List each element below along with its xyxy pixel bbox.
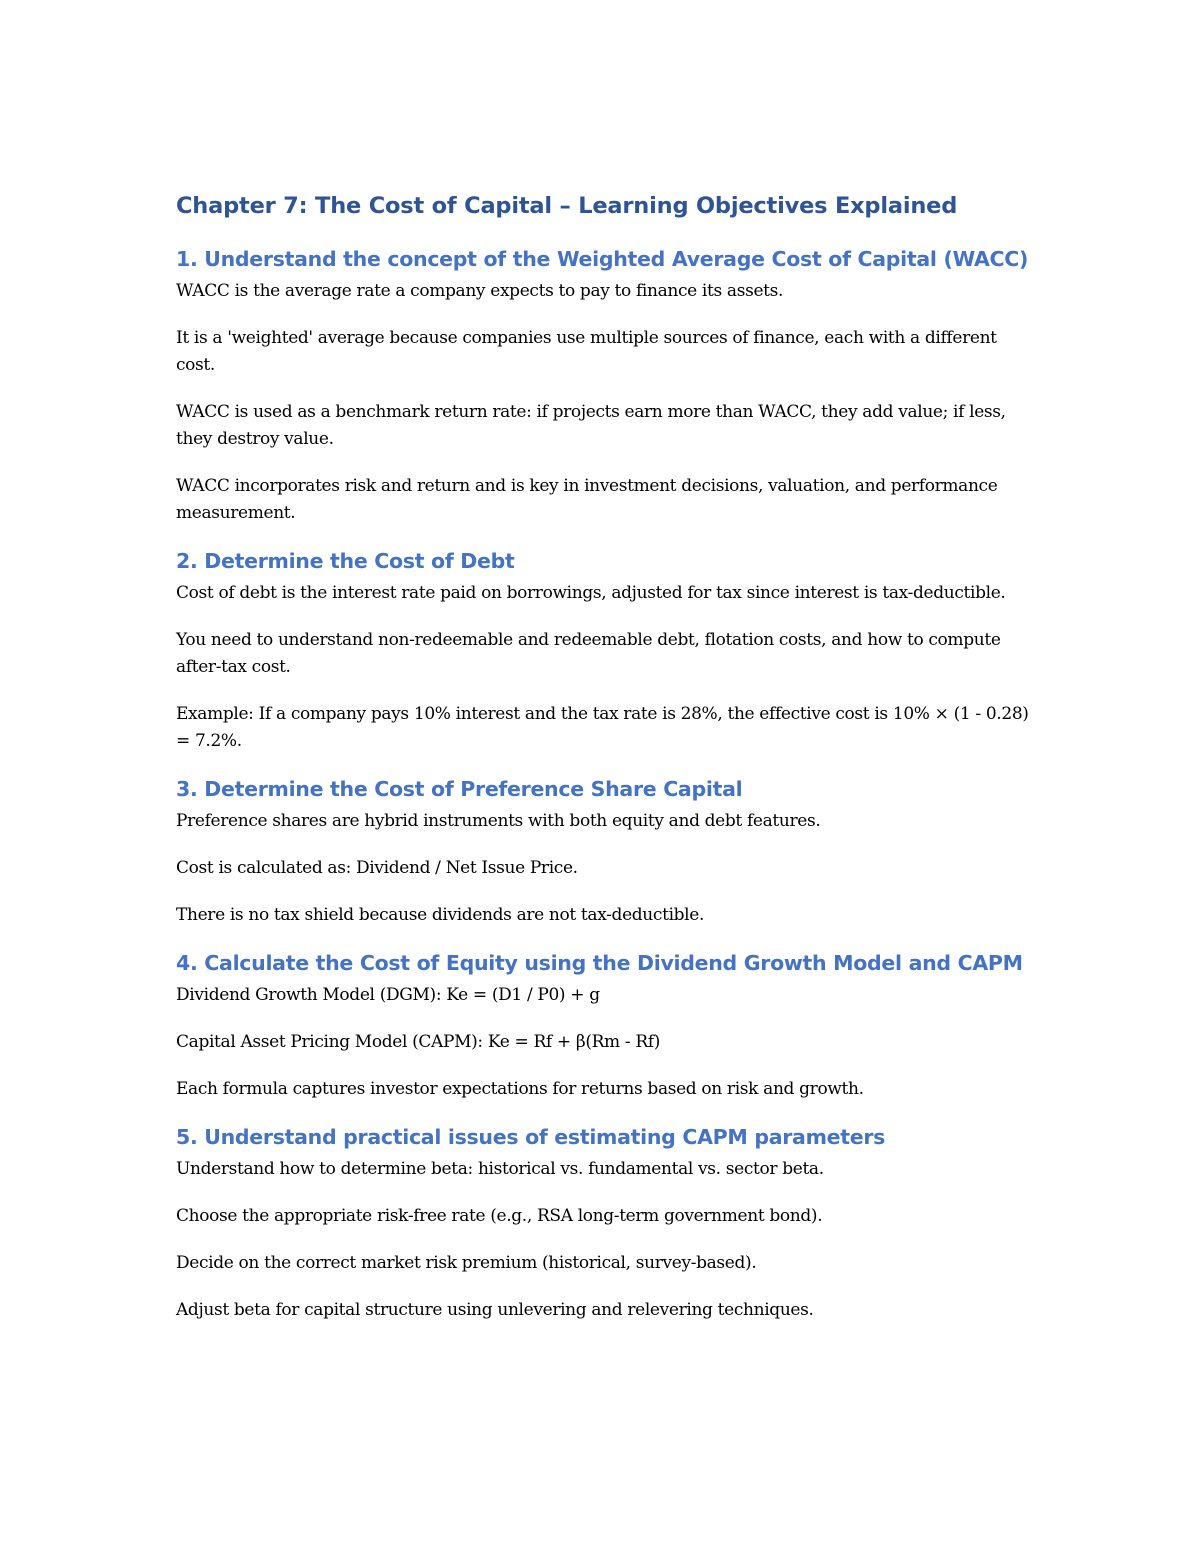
paragraph: It is a 'weighted' average because companies use multiple sources of finance, each with a different cost. bbox=[176, 328, 997, 375]
paragraph: Understand how to determine beta: historical vs. fundamental vs. sector beta. bbox=[176, 1159, 824, 1179]
section-heading: 4. Calculate the Cost of Equity using the Dividend Growth Model and CAPM bbox=[176, 951, 1023, 975]
section-heading: 1. Understand the concept of the Weighted Average Cost of Capital (WACC) bbox=[176, 247, 1029, 271]
paragraph: WACC incorporates risk and return and is key in investment decisions, valuation, and performance measurement. bbox=[176, 476, 998, 523]
paragraph: WACC is the average rate a company expects to pay to finance its assets. bbox=[176, 281, 784, 301]
section-heading: 3. Determine the Cost of Preference Share Capital bbox=[176, 777, 743, 801]
section-wacc bbox=[176, 245, 1036, 527]
section-heading: 5. Understand practical issues of estimating CAPM parameters bbox=[176, 1125, 886, 1149]
document-title: Chapter 7: The Cost of Capital – Learning Objectives Explained bbox=[176, 193, 958, 219]
section-heading: 2. Determine the Cost of Debt bbox=[176, 549, 515, 573]
paragraph: There is no tax shield because dividends are not tax-deductible. bbox=[176, 905, 705, 925]
paragraph: Example: If a company pays 10% interest and the tax rate is 28%, the effective cost is 10% × (1 - 0.28) = 7.2%. bbox=[176, 704, 1029, 751]
paragraph: Dividend Growth Model (DGM): Ke = (D1 / P0) + g bbox=[176, 985, 600, 1005]
section-cost-of-debt bbox=[176, 547, 1036, 755]
paragraph: Cost is calculated as: Dividend / Net Issue Price. bbox=[176, 858, 578, 878]
document-page bbox=[176, 190, 1036, 1344]
paragraph: Capital Asset Pricing Model (CAPM): Ke = Rf + β(Rm - Rf) bbox=[176, 1032, 660, 1052]
paragraph: Decide on the correct market risk premium (historical, survey-based). bbox=[176, 1253, 757, 1273]
section-cost-of-preference-shares bbox=[176, 775, 1036, 929]
section-capm-parameters bbox=[176, 1123, 1036, 1324]
paragraph: Choose the appropriate risk-free rate (e.g., RSA long-term government bond). bbox=[176, 1206, 823, 1226]
paragraph: You need to understand non-redeemable and redeemable debt, flotation costs, and how to compute after-tax cost. bbox=[176, 630, 1001, 677]
section-cost-of-equity bbox=[176, 949, 1036, 1103]
paragraph: Preference shares are hybrid instruments with both equity and debt features. bbox=[176, 811, 821, 831]
paragraph: Adjust beta for capital structure using unlevering and relevering techniques. bbox=[176, 1300, 814, 1320]
paragraph: Cost of debt is the interest rate paid on borrowings, adjusted for tax since interest is tax-deductible. bbox=[176, 583, 1006, 603]
paragraph: Each formula captures investor expectations for returns based on risk and growth. bbox=[176, 1079, 864, 1099]
paragraph: WACC is used as a benchmark return rate: if projects earn more than WACC, they add value; if less, they destroy value. bbox=[176, 402, 1006, 449]
